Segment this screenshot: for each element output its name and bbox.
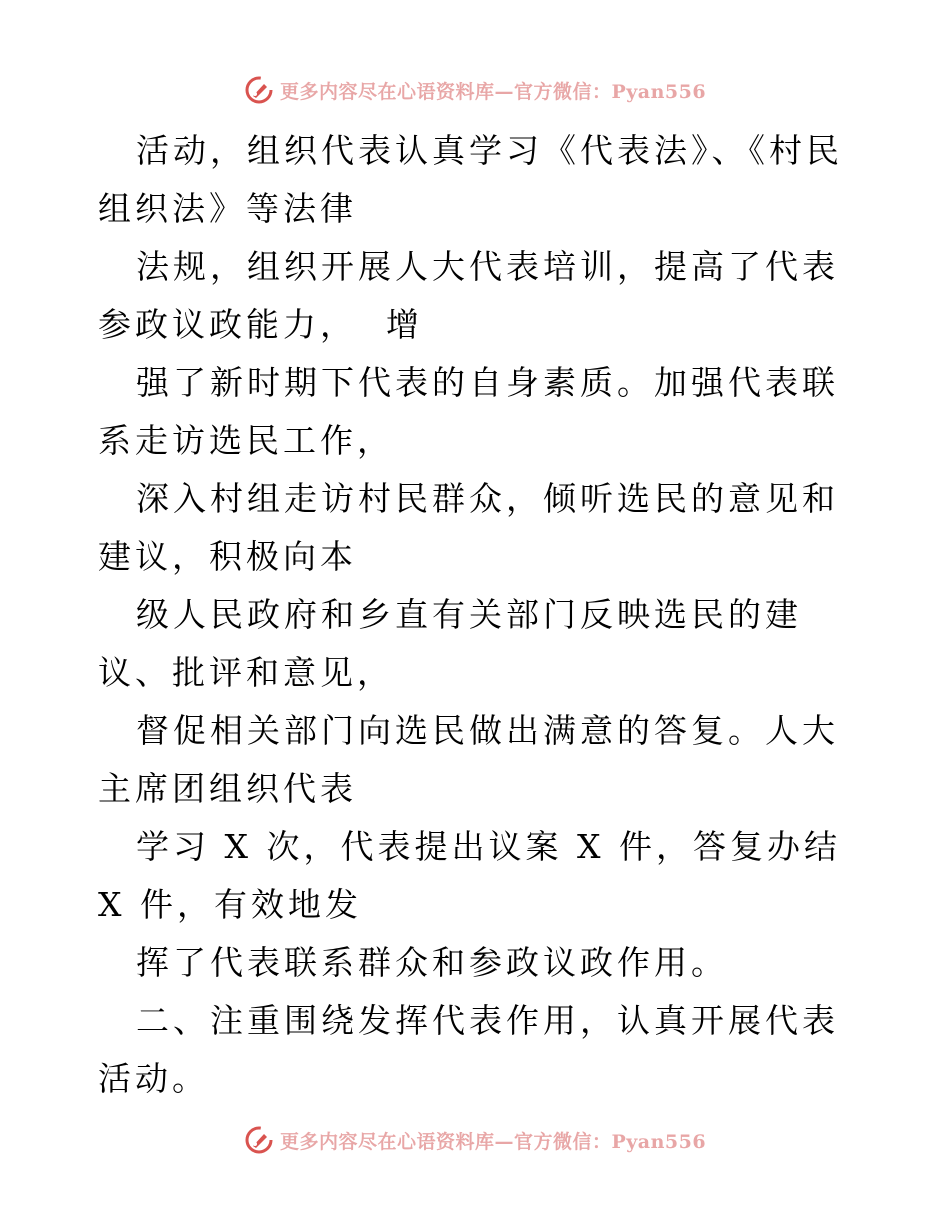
body-paragraph-7: 学习 X 次，代表提出议案 X 件，答复办结 X 件，有效地发 (98, 827, 856, 924)
body-paragraph-1: 活动，组织代表认真学习《代表法》、《村民组织法》等法律 (98, 131, 843, 228)
body-paragraph-3: 强了新时期下代表的自身素质。加强代表联系走访选民工作， (98, 363, 839, 460)
body-paragraph-2: 法规，组织开展人大代表培训，提高了代表参政议政能力， 增 (98, 247, 839, 344)
footer-watermark-banner (0, 1120, 950, 1160)
body-paragraph-5: 级人民政府和乡直有关部门反映选民的建议、批评和意见， (98, 595, 802, 692)
body-paragraph-6: 督促相关部门向选民做出满意的答复。人大主席团组织代表 (98, 711, 839, 808)
header-watermark-text: 更多内容尽在心语资料库—官方微信：Pyan556 (279, 80, 707, 103)
section-heading-2: 二、注重围绕发挥代表作用，认真开展代表活动。 (98, 1001, 839, 1098)
document-body (98, 122, 858, 1108)
pen-swirl-logo-icon (244, 75, 274, 105)
body-paragraph-4: 深入村组走访村民群众，倾听选民的意见和建议，积极向本 (98, 479, 839, 576)
body-paragraph-8: 挥了代表联系群众和参政议政作用。 (136, 943, 728, 982)
header-watermark-banner (0, 70, 950, 110)
footer-watermark-text: 更多内容尽在心语资料库—官方微信：Pyan556 (279, 1130, 707, 1153)
pen-swirl-logo-icon (244, 1125, 274, 1155)
